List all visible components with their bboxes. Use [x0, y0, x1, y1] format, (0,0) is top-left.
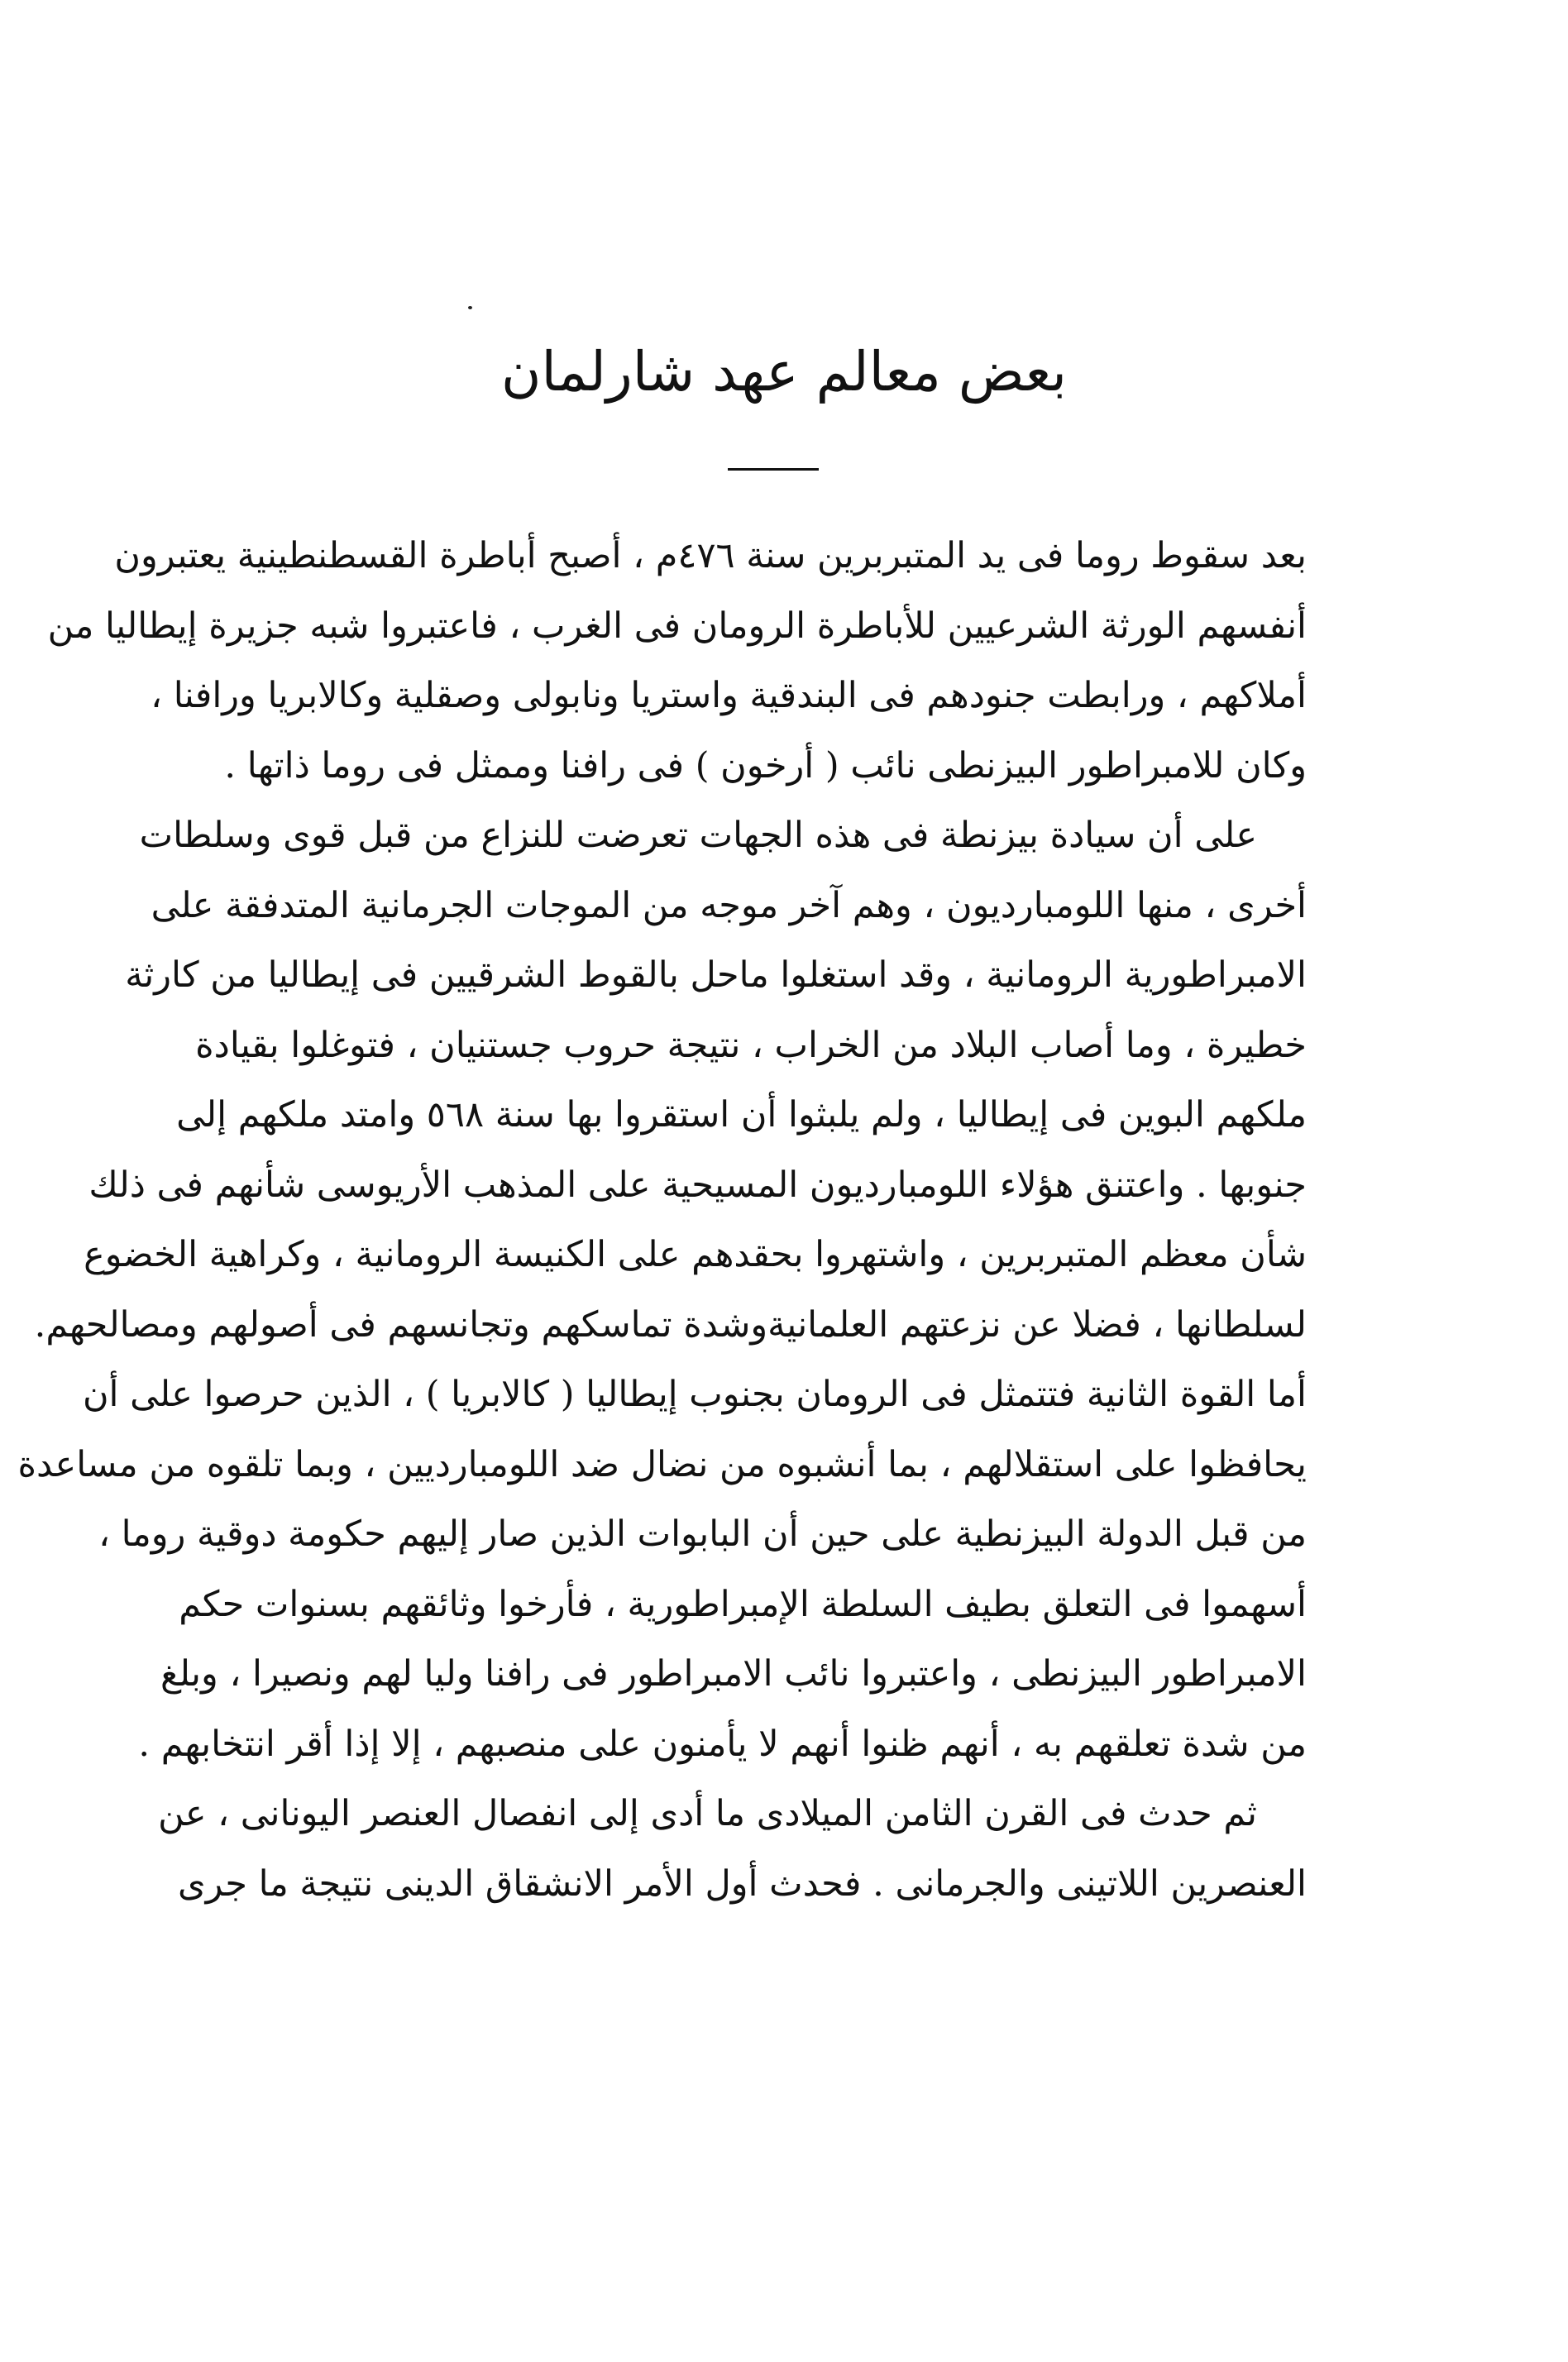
text-line: ثم حدث فى القرن الثامن الميلادى ما أدى إلى انفصال العنصر اليونانى ، عن: [158, 1793, 1257, 1834]
text-line: من شدة تعلقهم به ، أنهم ظنوا أنهم لا يأمنون على منصبهم ، إلا إذا أقر انتخابهم .: [138, 1723, 1307, 1765]
text-line: الامبراطور البيزنطى ، واعتبروا نائب الامبراطور فى رافنا وليا لهم ونصيرا ، وبلغ: [160, 1653, 1307, 1695]
text-line: ملكهم البوين فى إيطاليا ، ولم يلبثوا أن استقروا بها سنة ٥٦٨ وامتد ملكهم إلى: [176, 1094, 1307, 1136]
title-rule: [728, 468, 819, 471]
body-text: [17, 521, 1307, 1919]
chapter-title: بعض معالم عهد شارلمان: [501, 340, 1067, 404]
text-line: بعد سقوط روما فى يد المتبربرين سنة ٤٧٦م ، أصبح أباطرة القسطنطينية يعتبرون: [114, 535, 1307, 576]
text-line: أسهموا فى التعلق بطيف السلطة الإمبراطورية ، فأرخوا وثائقهم بسنوات حكم: [179, 1583, 1307, 1625]
ink-speck: [468, 306, 472, 309]
text-line: لسلطانها ، فضلا عن نزعتهم العلمانيةوشدة تماسكهم وتجانسهم فى أصولهم ومصالحهم.: [34, 1303, 1307, 1346]
text-line: الامبراطورية الرومانية ، وقد استغلوا ماحل بالقوط الشرقيين فى إيطاليا من كارثة: [125, 954, 1307, 996]
text-line: أنفسهم الورثة الشرعيين للأباطرة الرومان فى الغرب ، فاعتبروا شبه جزيرة إيطاليا من: [47, 605, 1307, 647]
text-line: أما القوة الثانية فتتمثل فى الرومان بجنوب إيطاليا ( كالابريا ) ، الذين حرصوا على أن: [82, 1374, 1307, 1415]
text-line: من قبل الدولة البيزنطية على حين أن البابوات الذين صار إليهم حكومة دوقية روما ،: [98, 1513, 1307, 1555]
text-line: خطيرة ، وما أصاب البلاد من الخراب ، نتيجة حروب جستنيان ، فتوغلوا بقيادة: [195, 1024, 1307, 1066]
text-line: أخرى ، منها اللومبارديون ، وهم آخر موجه من الموجات الجرمانية المتدفقة على: [151, 884, 1307, 926]
text-line: شأن معظم المتبربرين ، واشتهروا بحقدهم على الكنيسة الرومانية ، وكراهية الخضوع: [84, 1234, 1307, 1275]
text-line: وكان للامبراطور البيزنطى نائب ( أرخون ) فى رافنا وممثل فى روما ذاتها .: [224, 744, 1307, 787]
text-line: أملاكهم ، ورابطت جنودهم فى البندقية واستريا ونابولى وصقلية وكالابريا ورافنا ،: [151, 675, 1307, 716]
text-line: جنوبها . واعتنق هؤلاء اللومبارديون المسيحية على المذهب الأريوسى شأنهم فى ذلك: [88, 1164, 1307, 1206]
text-line: العنصرين اللاتينى والجرمانى . فحدث أول الأمر الانشقاق الدينى نتيجة ما جرى: [178, 1862, 1307, 1905]
text-line: يحافظوا على استقلالهم ، بما أنشبوه من نضال ضد اللومبارديين ، وبما تلقوه من مساعدة: [17, 1443, 1307, 1485]
text-line: على أن سيادة بيزنطة فى هذه الجهات تعرضت للنزاع من قبل قوى وسلطات: [139, 815, 1257, 856]
